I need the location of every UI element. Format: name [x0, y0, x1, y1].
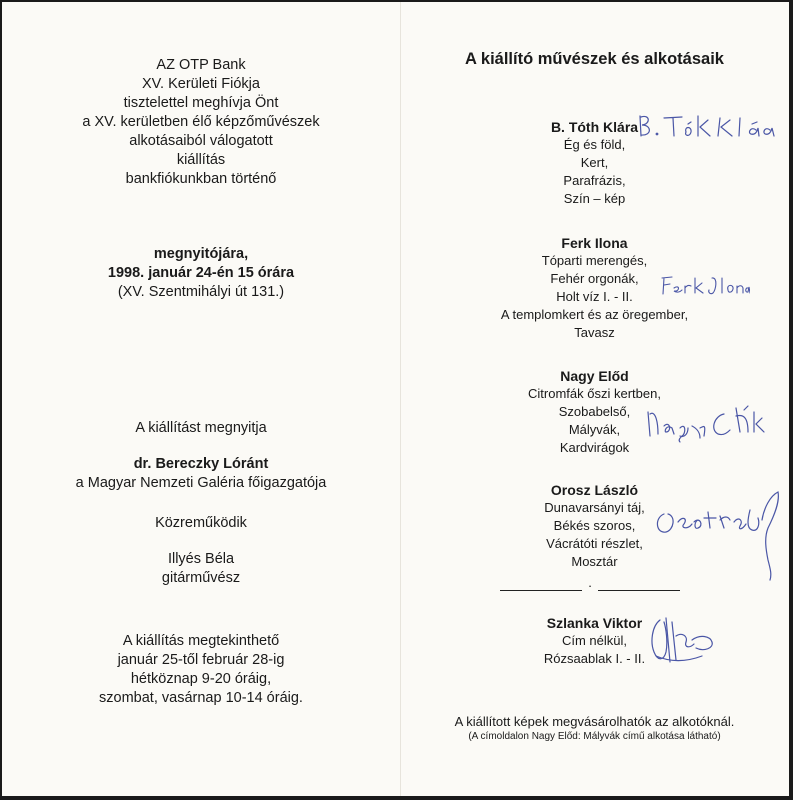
signature-orosz-laszlo [654, 488, 784, 584]
artist-name: Ferk Ilona [561, 235, 628, 251]
artwork-title: Ég és föld, [563, 137, 626, 152]
artist-name: B. Tóth Klára [550, 119, 639, 135]
opening-date: 1998. január 24-én 15 órára [107, 265, 295, 281]
opener-block [2, 419, 400, 493]
artist-block [400, 614, 789, 668]
artwork-title: Békés szoros, [553, 518, 636, 533]
artist-name: Orosz László [550, 482, 639, 498]
cover-caption: (A címoldalon Nagy Előd: Mályvák című alkotása látható) [468, 731, 721, 742]
contributor-role: gitárművész [161, 570, 241, 586]
artwork-title: Rózsaablak I. - II. [543, 651, 646, 666]
artwork-title: Vácrátóti részlet, [546, 536, 643, 551]
artwork-title: Tavasz [574, 325, 615, 340]
artwork-title: Mályvák, [568, 422, 621, 437]
artwork-title: Szín – kép [563, 191, 626, 206]
artwork-title: Dunavarsányi táj, [544, 500, 645, 515]
signature-toth-klara [636, 112, 784, 142]
artwork-title: Citromfák őszi kertben, [528, 386, 661, 401]
viewing-line: január 25-től február 28-ig [117, 652, 285, 668]
viewing-line: A kiállítás megtekinthető [122, 633, 280, 649]
opening-label: megnyitójára, [153, 246, 249, 262]
artwork-title: Kardvirágok [559, 440, 630, 455]
artwork-title: Kert, [580, 155, 609, 170]
artwork-title: A templomkert és az öregember, [500, 307, 689, 322]
artist-name: Nagy Előd [560, 368, 629, 384]
contributor-name: Illyés Béla [167, 551, 235, 567]
intro-block [2, 56, 400, 189]
signature-nagy-elod [644, 402, 780, 444]
artwork-title: Cím nélkül, [561, 633, 628, 648]
blank-separator: . [588, 575, 592, 590]
intro-line: tisztelettel meghívja Önt [123, 95, 279, 111]
signature-ferk-ilona [658, 274, 750, 296]
intro-line: bankfiókunkban történő [125, 171, 277, 187]
artwork-title: Holt víz I. - II. [556, 289, 633, 304]
viewing-line: hétköznap 9-20 óráig, [130, 671, 272, 687]
opener-intro: A kiállítást megnyitja [135, 420, 267, 436]
artist-name: Szlanka Viktor [546, 615, 643, 631]
artwork-title: Szobabelső, [558, 404, 631, 419]
intro-line: XV. Kerületi Fiókja [142, 76, 260, 92]
contributor-block [2, 514, 400, 588]
opening-address: (XV. Szentmihályi út 131.) [117, 284, 285, 300]
viewing-block [2, 632, 400, 708]
contributor-label: Közreműködik [155, 515, 247, 531]
blank-lines [500, 575, 680, 591]
opening-block [2, 245, 400, 302]
purchase-note: A kiállított képek megvásárolhatók az alkotóknál. [454, 714, 735, 729]
intro-line: kiállítás [176, 152, 226, 168]
artwork-title: Tóparti merengés, [541, 253, 648, 268]
artists-title: A kiállító művészek és alkotásaik [465, 50, 724, 68]
opener-role: a Magyar Nemzeti Galéria főigazgatója [75, 475, 327, 491]
right-panel [400, 2, 789, 796]
viewing-line: szombat, vasárnap 10-14 óráig. [99, 690, 303, 706]
artwork-title: Parafrázis, [563, 173, 626, 188]
signature-szlanka-viktor [646, 612, 720, 670]
artwork-title: Fehér orgonák, [550, 271, 639, 286]
intro-line: a XV. kerületben élő képzőművészek [82, 114, 320, 130]
intro-line: AZ OTP Bank [156, 57, 246, 73]
left-panel [2, 2, 400, 796]
artwork-title: Mosztár [571, 554, 618, 569]
opener-name: dr. Bereczky Lóránt [133, 456, 269, 472]
blank-line [500, 575, 582, 591]
invitation-sheet [2, 2, 789, 796]
intro-line: alkotásaiból válogatott [129, 133, 273, 149]
